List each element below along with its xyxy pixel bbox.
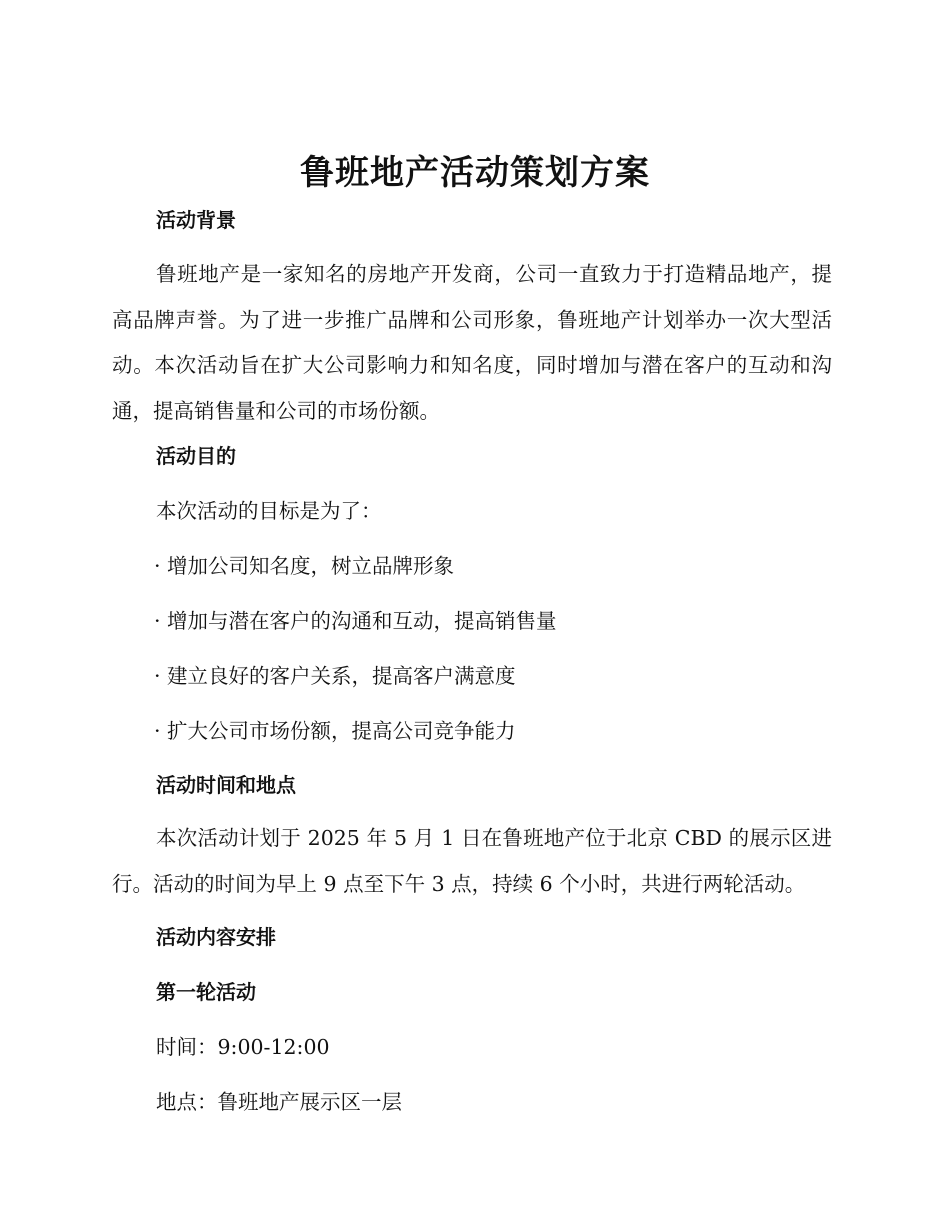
background-paragraph: 鲁班地产是一家知名的房地产开发商，公司一直致力于打造精品地产，提高品牌声誉。为了进一步推广品牌和公司形象，鲁班地产计划举办一次大型活动。本次活动旨在扩大公司影响力和知名度，同时增加与潜在客户的互动和沟通，提高销售量和公司的市场份额。 (112, 262, 832, 423)
section-heading-purpose: 活动目的 (156, 444, 236, 468)
section-heading-background: 活动背景 (156, 208, 236, 232)
subheading-round-one: 第一轮活动 (156, 980, 256, 1004)
purpose-list-item: · 建立良好的客户关系，提高客户满意度 (154, 664, 516, 688)
section-heading-content: 活动内容安排 (156, 925, 276, 949)
purpose-list-item: · 增加公司知名度，树立品牌形象 (154, 554, 455, 578)
document-title: 鲁班地产活动策划方案 (300, 153, 650, 193)
purpose-intro: 本次活动的目标是为了： (156, 499, 382, 523)
purpose-list-item: · 增加与潜在客户的沟通和互动，提高销售量 (154, 609, 557, 633)
time-place-paragraph: 本次活动计划于 2025 年 5 月 1 日在鲁班地产位于北京 CBD 的展示区进行。活动的时间为早上 9 点至下午 3 点，持续 6 个小时，共进行两轮活动。 (112, 826, 832, 896)
round-one-time: 时间：9:00-12:00 (156, 1035, 330, 1059)
round-one-place: 地点：鲁班地产展示区一层 (156, 1090, 402, 1114)
section-heading-time-place: 活动时间和地点 (156, 773, 296, 797)
purpose-list-item: · 扩大公司市场份额，提高公司竞争能力 (154, 719, 516, 743)
